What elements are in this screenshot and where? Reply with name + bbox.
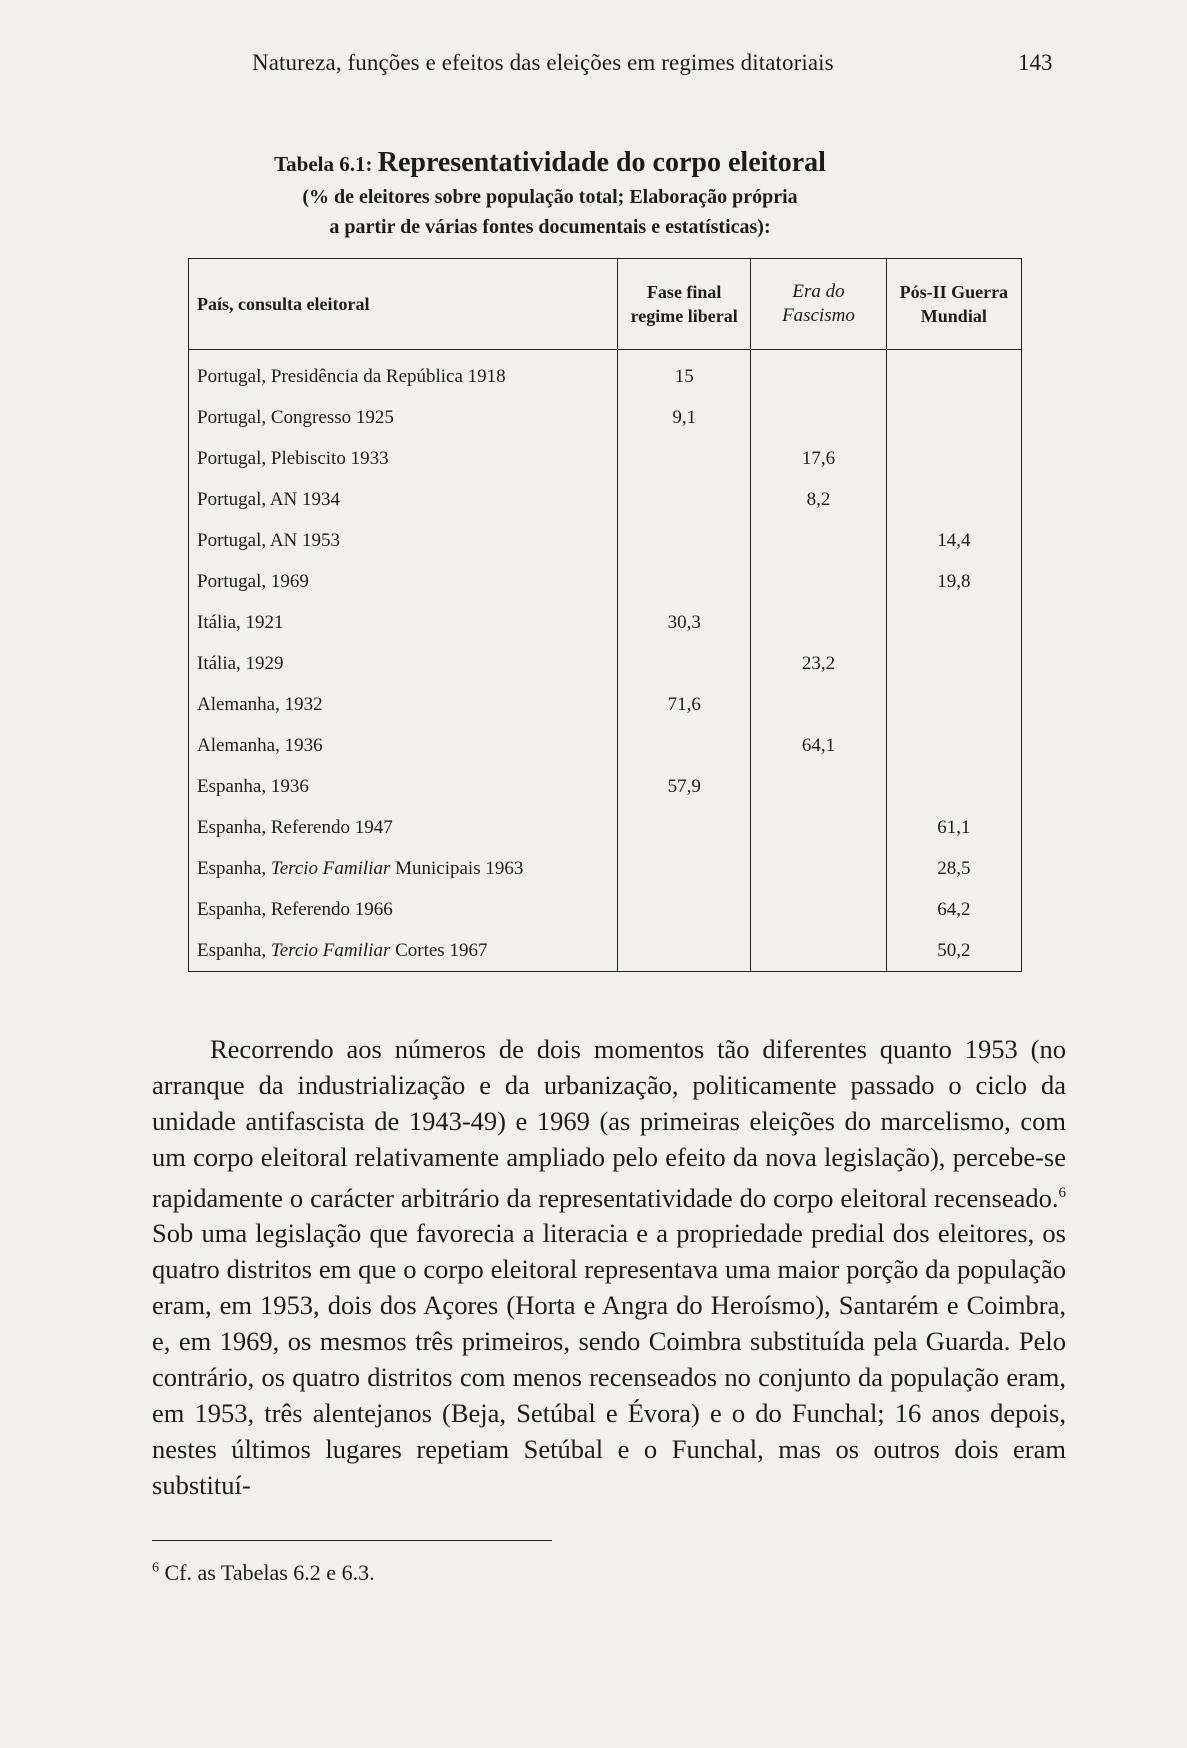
row-liberal-value: 30,3	[618, 602, 751, 643]
row-fascismo-value	[751, 602, 886, 643]
row-fascismo-value: 23,2	[751, 643, 886, 684]
country-prefix: Espanha,	[197, 939, 271, 961]
row-posguerra-value: 28,5	[886, 848, 1021, 889]
row-liberal-value: 15	[618, 350, 751, 398]
table-subtitle-line-1: (% de eleitores sobre população total; Elaboração própria	[302, 186, 798, 208]
row-country: Portugal, AN 1953	[189, 520, 618, 561]
country-suffix: Cortes 1967	[390, 939, 488, 961]
country-prefix: Espanha,	[197, 857, 271, 879]
row-country: Portugal, Congresso 1925	[189, 397, 618, 438]
paragraph-text-part-2: Sob uma legislação que favorecia a literacia e a propriedade predial dos eleitores, os quatro distritos em que o corpo eleitoral representava uma maior porção da população eram, em 1953, dois dos Açores (Horta e Angra do Heroísmo), Santarém e Coimbra, e, em 1969, os mesmos três primeiros, sendo Coimbra substituída pela Guarda. Pelo contrário, os quatro distritos com menos recenseados no conjunto da população eram, em 1953, três alentejanos (Beja, Setúbal e Évora) e o do Funchal; 16 anos depois, nestes últimos lugares repetiam Setúbal e o Funchal, mas os outros dois eram substituí-	[152, 1218, 1066, 1501]
row-fascismo-value	[751, 350, 886, 398]
row-fascismo-value: 64,1	[751, 725, 886, 766]
running-title: Natureza, funções e efeitos das eleições em regimes ditatoriais	[252, 50, 834, 75]
table-row	[189, 684, 1022, 725]
footnote-divider	[152, 1540, 552, 1541]
table-row	[189, 643, 1022, 684]
row-fascismo-value	[751, 520, 886, 561]
row-posguerra-value	[886, 602, 1021, 643]
row-country: Itália, 1929	[189, 643, 618, 684]
row-liberal-value	[618, 930, 751, 972]
table-caption	[180, 148, 920, 242]
paragraph-text-part-1: Recorrendo aos números de dois momentos tão diferentes quanto 1953 (no arranque da industrialização e da urbanização, politicamente passado o ciclo da unidade antifascista de 1943-49) e 1969 (as primeiras eleições do marcelismo, com um corpo eleitoral relativamente ampliado pelo efeito da nova legislação), percebe-se rapidamente o carácter arbitrário da representatividade do corpo eleitoral recenseado.	[152, 1033, 1066, 1213]
table-row	[189, 602, 1022, 643]
row-posguerra-value: 19,8	[886, 561, 1021, 602]
row-country: Portugal, Plebiscito 1933	[189, 438, 618, 479]
table-row	[189, 725, 1022, 766]
row-posguerra-value: 14,4	[886, 520, 1021, 561]
table-row	[189, 520, 1022, 561]
footnote	[152, 1560, 375, 1586]
table-row	[189, 848, 1022, 889]
row-posguerra-value	[886, 350, 1021, 398]
row-country: Espanha, Referendo 1966	[189, 889, 618, 930]
row-liberal-value: 57,9	[618, 766, 751, 807]
footnote-reference[interactable]: 6	[1058, 1184, 1066, 1201]
row-country	[189, 930, 618, 972]
row-liberal-value	[618, 479, 751, 520]
table-title: Representatividade do corpo eleitoral	[377, 147, 826, 178]
table-label: Tabela 6.1:	[274, 152, 378, 176]
row-fascismo-value: 17,6	[751, 438, 886, 479]
row-liberal-value	[618, 643, 751, 684]
country-suffix: Municipais 1963	[390, 857, 524, 879]
row-liberal-value	[618, 561, 751, 602]
row-country: Alemanha, 1932	[189, 684, 618, 725]
row-posguerra-value	[886, 684, 1021, 725]
row-liberal-value	[618, 438, 751, 479]
table-row	[189, 438, 1022, 479]
row-fascismo-value	[751, 807, 886, 848]
row-posguerra-value: 61,1	[886, 807, 1021, 848]
page-number: 143	[1018, 50, 1053, 75]
column-header-fascismo: Era do Fascismo	[751, 259, 886, 350]
row-posguerra-value	[886, 766, 1021, 807]
table-header-row	[189, 259, 1022, 350]
column-header-country: País, consulta eleitoral	[189, 259, 618, 350]
row-country: Alemanha, 1936	[189, 725, 618, 766]
table-row	[189, 561, 1022, 602]
row-country: Espanha, Referendo 1947	[189, 807, 618, 848]
row-fascismo-value	[751, 766, 886, 807]
country-italic-term: Tercio Familiar	[270, 939, 391, 961]
table-row	[189, 397, 1022, 438]
row-country	[189, 848, 618, 889]
footnote-number: 6	[152, 1560, 159, 1576]
row-country: Espanha, 1936	[189, 766, 618, 807]
row-liberal-value: 71,6	[618, 684, 751, 725]
table-row	[189, 930, 1022, 972]
row-posguerra-value: 64,2	[886, 889, 1021, 930]
footnote-text: Cf. as Tabelas 6.2 e 6.3.	[159, 1560, 375, 1585]
row-liberal-value	[618, 889, 751, 930]
country-italic-term: Tercio Familiar	[270, 857, 391, 879]
row-country: Itália, 1921	[189, 602, 618, 643]
table-row	[189, 807, 1022, 848]
table-row	[189, 350, 1022, 398]
table-row	[189, 889, 1022, 930]
row-fascismo-value	[751, 684, 886, 725]
row-liberal-value	[618, 725, 751, 766]
column-header-posguerra: Pós-II Guerra Mundial	[886, 259, 1021, 350]
row-posguerra-value: 50,2	[886, 930, 1021, 972]
table-subtitle-line-2: a partir de várias fontes documentais e estatísticas):	[329, 216, 771, 238]
row-liberal-value	[618, 520, 751, 561]
body-paragraph	[152, 1031, 1066, 1504]
row-fascismo-value	[751, 561, 886, 602]
row-posguerra-value	[886, 438, 1021, 479]
row-liberal-value	[618, 807, 751, 848]
row-country: Portugal, AN 1934	[189, 479, 618, 520]
electorate-table	[188, 258, 1022, 972]
table-row	[189, 479, 1022, 520]
row-posguerra-value	[886, 479, 1021, 520]
row-fascismo-value	[751, 397, 886, 438]
row-fascismo-value	[751, 848, 886, 889]
row-posguerra-value	[886, 397, 1021, 438]
row-country: Portugal, 1969	[189, 561, 618, 602]
row-posguerra-value	[886, 725, 1021, 766]
row-fascismo-value	[751, 930, 886, 972]
row-country: Portugal, Presidência da República 1918	[189, 350, 618, 398]
row-liberal-value	[618, 848, 751, 889]
row-posguerra-value	[886, 643, 1021, 684]
table-row	[189, 766, 1022, 807]
row-fascismo-value	[751, 889, 886, 930]
column-header-liberal: Fase final regime liberal	[618, 259, 751, 350]
row-fascismo-value: 8,2	[751, 479, 886, 520]
row-liberal-value: 9,1	[618, 397, 751, 438]
